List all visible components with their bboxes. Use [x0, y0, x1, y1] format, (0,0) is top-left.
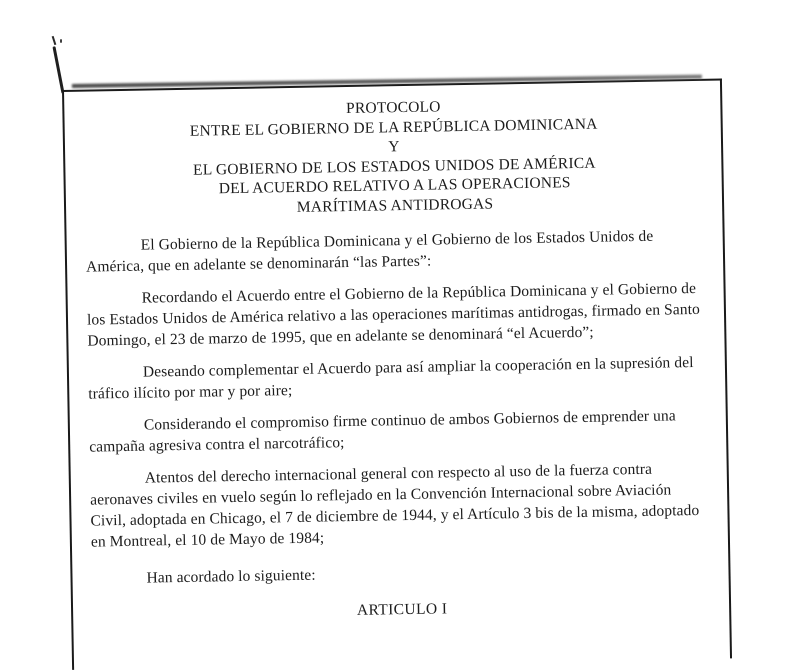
paragraph-atentos: Atentos del derecho internacional general con respecto al uso de la fuerza contra aeronaves civiles en vuelo según lo reflejado en la Convención Internacional sobre Aviación Civil, adoptada en Chicago, el 7 de diciembre de 1944, y el Artículo 3 bis de la misma, adoptado en Montreal, el 10 de Mayo de 1984; — [90, 460, 700, 551]
pen-mark-dot — [60, 39, 62, 43]
paragraph-han-acordado: Han acordado lo siguiente: — [146, 566, 316, 587]
document-title — [83, 93, 705, 221]
paragraph-preamble-parties: El Gobierno de la República Dominicana y el Gobierno de los Estados Unidos de América, que en adelante se denominarán “las Partes”: — [85, 227, 654, 276]
paragraph-deseando: Deseando complementar el Acuerdo para así ampliar la cooperación en la supresión del tráfico ilícito por mar y por aire; — [88, 354, 694, 403]
title-line-gobierno-us: EL GOBIERNO DE LOS ESTADOS UNIDOS DE AMÉRICA — [192, 154, 596, 179]
article-heading: ARTICULO I — [356, 600, 448, 619]
title-line-y: Y — [388, 138, 400, 156]
paragraph-considerando: Considerando el compromiso firme continuo de ambos Gobiernos de emprender una campaña agresiva contra el narcotráfico; — [89, 407, 676, 456]
title-line-protocolo: PROTOCOLO — [345, 98, 441, 118]
title-line-entre: ENTRE EL GOBIERNO DE LA REPÚBLICA DOMINICANA — [189, 115, 598, 140]
document-page — [62, 78, 732, 669]
title-line-acuerdo: DEL ACUERDO RELATIVO A LAS OPERACIONES — [218, 174, 571, 198]
paragraph-recordando: Recordando el Acuerdo entre el Gobierno de la República Dominicana y el Gobierno de los Estados Unidos de América relativo a las operaciones marítimas antidrogas, firmado en Santo Domingo, el 23 de marzo de 1995, que en adelante se denominará “el Acuerdo”; — [86, 279, 701, 350]
pen-mark-line — [52, 46, 64, 94]
pen-mark-tick — [52, 36, 57, 45]
title-line-maritimas: MARÍTIMAS ANTIDROGAS — [296, 194, 494, 216]
